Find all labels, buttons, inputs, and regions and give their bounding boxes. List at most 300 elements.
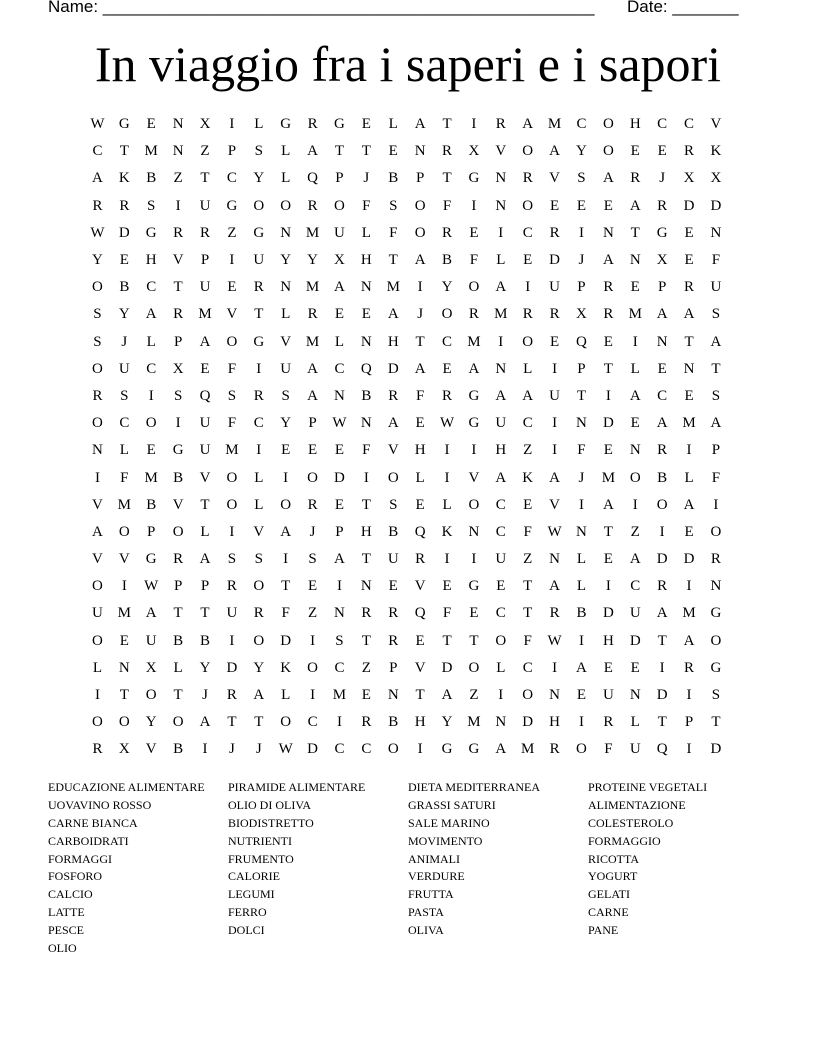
grid-letter: D — [602, 415, 614, 432]
grid-letter: I — [498, 224, 504, 241]
grid-letter: J — [417, 306, 424, 323]
grid-letter: M — [117, 605, 131, 622]
grid-letter: Y — [199, 659, 211, 676]
grid-letter: R — [710, 551, 721, 568]
grid-letter: A — [656, 605, 668, 622]
grid-letter: T — [523, 605, 533, 622]
grid-letter: G — [334, 116, 345, 133]
grid-letter: Y — [576, 143, 587, 160]
grid-letter: N — [683, 360, 695, 377]
grid-letter: T — [119, 687, 129, 704]
grid-letter: U — [334, 224, 345, 241]
grid-letter: O — [710, 632, 722, 649]
grid-letter: S — [227, 387, 237, 404]
grid-letter: G — [710, 605, 722, 622]
grid-letter: N — [576, 523, 587, 540]
grid-letter: E — [630, 143, 640, 160]
grid-letter: U — [145, 632, 157, 649]
grid-letter: V — [387, 442, 399, 459]
grid-letter: C — [119, 415, 130, 432]
grid-letter: Y — [280, 415, 292, 432]
grid-letter: M — [547, 116, 562, 133]
grid-letter: C — [442, 333, 453, 350]
grid-letter: B — [146, 496, 157, 513]
grid-letter: V — [172, 252, 184, 269]
grid-letter: O — [92, 714, 103, 731]
grid-letter: E — [334, 496, 345, 513]
grid-letter: M — [467, 333, 481, 350]
grid-letter: F — [362, 442, 371, 459]
grid-letter: L — [146, 333, 156, 350]
grid-letter: X — [145, 659, 157, 676]
grid-letter: C — [495, 496, 506, 513]
grid-letter: R — [603, 714, 614, 731]
grid-letter: O — [414, 224, 426, 241]
grid-letter: N — [629, 687, 641, 704]
grid-letter: H — [602, 632, 614, 649]
grid-letter: F — [120, 469, 129, 486]
grid-letter: D — [441, 659, 453, 676]
grid-letter: X — [199, 116, 211, 133]
grid-letter: H — [414, 442, 426, 459]
grid-letter: L — [200, 523, 210, 540]
grid-letter: E — [334, 442, 345, 459]
grid-letter: R — [630, 170, 641, 187]
grid-letter: L — [334, 333, 345, 350]
grid-letter: O — [307, 469, 318, 486]
grid-letter: L — [119, 442, 129, 459]
grid-letter: N — [710, 224, 722, 241]
grid-letter: K — [522, 469, 534, 486]
grid-letter: V — [468, 469, 480, 486]
grid-letter: O — [602, 143, 614, 160]
grid-letter: Z — [200, 143, 210, 160]
grid-letter: I — [229, 252, 235, 269]
grid-letter: Y — [441, 714, 453, 731]
word-list-item: EDUCAZIONE ALIMENTARE — [48, 780, 205, 794]
grid-letter: V — [226, 306, 238, 323]
grid-letter: F — [227, 415, 237, 432]
word-list-item: FORMAGGIO — [588, 833, 661, 848]
grid-letter: V — [253, 523, 265, 540]
grid-letter: L — [281, 170, 291, 187]
grid-letter: R — [442, 387, 453, 404]
grid-letter: A — [495, 469, 507, 486]
grid-letter: G — [710, 659, 722, 676]
grid-letter: T — [173, 279, 183, 296]
grid-letter: T — [415, 687, 425, 704]
grid-letter: T — [173, 687, 183, 704]
word-list-item: OLIVA — [408, 923, 444, 938]
grid-letter: X — [172, 360, 184, 377]
grid-letter: R — [307, 496, 318, 513]
word-list-item: GELATI — [588, 887, 630, 902]
grid-letter: F — [415, 387, 425, 404]
grid-letter: O — [118, 714, 130, 731]
grid-letter: O — [92, 632, 103, 649]
grid-letter: I — [94, 469, 100, 486]
grid-letter: S — [173, 387, 183, 404]
grid-letter: E — [307, 578, 318, 595]
grid-letter: E — [361, 687, 371, 704]
grid-letter: A — [522, 116, 534, 133]
grid-letter: L — [281, 306, 291, 323]
grid-letter: C — [146, 360, 157, 377]
grid-letter: I — [632, 496, 638, 513]
grid-letter: D — [683, 197, 695, 214]
grid-letter: O — [468, 279, 480, 296]
grid-letter: A — [522, 387, 534, 404]
grid-letter: W — [547, 632, 562, 649]
grid-letter: R — [522, 170, 533, 187]
grid-letter: L — [496, 252, 506, 269]
grid-letter: R — [253, 387, 264, 404]
word-list-item: RICOTTA — [588, 851, 640, 866]
grid-letter: E — [119, 632, 129, 649]
grid-letter: D — [118, 224, 130, 241]
grid-letter: T — [361, 496, 371, 513]
grid-letter: O — [253, 578, 265, 595]
grid-letter: S — [711, 387, 721, 404]
grid-letter: O — [92, 360, 103, 377]
word-list-item: MOVIMENTO — [408, 833, 483, 848]
grid-letter: S — [335, 632, 344, 649]
grid-letter: O — [92, 279, 103, 296]
grid-letter: V — [549, 496, 560, 513]
grid-letter: V — [549, 170, 560, 187]
word-list-item: CALCIO — [48, 887, 93, 902]
grid-letter: A — [629, 387, 641, 404]
grid-letter: G — [172, 442, 184, 459]
grid-letter: U — [280, 360, 292, 377]
grid-letter: D — [656, 687, 668, 704]
grid-letter: G — [280, 116, 292, 133]
grid-letter: C — [334, 360, 345, 377]
grid-letter: N — [360, 333, 372, 350]
grid-letter: I — [552, 360, 558, 377]
grid-letter: N — [280, 279, 292, 296]
grid-letter: M — [305, 224, 320, 241]
grid-letter: Z — [630, 523, 640, 540]
grid-letter: E — [361, 116, 371, 133]
grid-letter: A — [307, 143, 318, 160]
word-list-item: CARBOIDRATI — [48, 833, 129, 848]
grid-letter: L — [576, 578, 587, 595]
grid-letter: E — [361, 306, 371, 323]
word-list-item: CALORIE — [228, 869, 280, 884]
grid-letter: O — [522, 333, 534, 350]
grid-letter: N — [629, 252, 641, 269]
grid-letter: I — [578, 496, 584, 513]
grid-letter: R — [119, 197, 130, 214]
grid-letter: A — [683, 632, 695, 649]
grid-letter: M — [386, 279, 400, 296]
grid-letter: O — [172, 714, 184, 731]
grid-letter: O — [92, 415, 103, 432]
grid-letter: L — [496, 659, 506, 676]
grid-letter: M — [628, 306, 642, 323]
grid-letter: B — [146, 170, 157, 187]
grid-letter: A — [602, 496, 614, 513]
grid-letter: N — [495, 360, 507, 377]
grid-letter: P — [173, 333, 183, 350]
grid-letter: D — [656, 551, 668, 568]
grid-letter: R — [226, 578, 237, 595]
grid-letter: Q — [199, 387, 211, 404]
grid-letter: W — [278, 741, 293, 758]
grid-letter: P — [227, 143, 237, 160]
grid-letter: D — [549, 252, 560, 269]
grid-letter: C — [307, 714, 318, 731]
grid-letter: L — [254, 116, 264, 133]
grid-letter: P — [389, 659, 398, 676]
grid-letter: A — [307, 360, 318, 377]
grid-letter: O — [226, 496, 238, 513]
grid-letter: E — [684, 224, 694, 241]
grid-letter: C — [630, 578, 641, 595]
grid-letter: E — [684, 252, 694, 269]
grid-letter: U — [602, 687, 614, 704]
grid-letter: I — [121, 578, 127, 595]
grid-letter: S — [254, 551, 263, 568]
grid-letter: H — [629, 116, 641, 133]
grid-letter: S — [93, 333, 102, 350]
grid-letter: F — [362, 197, 371, 214]
grid-letter: Z — [173, 170, 183, 187]
word-list-item: FORMAGGI — [48, 851, 113, 866]
grid-letter: F — [523, 523, 532, 540]
grid-letter: O — [280, 714, 292, 731]
word-list-item: PIRAMIDE ALIMENTARE — [228, 780, 366, 794]
grid-letter: A — [280, 523, 292, 540]
grid-letter: O — [629, 469, 641, 486]
grid-letter: G — [253, 224, 265, 241]
grid-letter: P — [415, 170, 425, 187]
grid-letter: V — [710, 116, 722, 133]
grid-letter: R — [495, 116, 506, 133]
grid-letter: K — [280, 659, 292, 676]
grid-letter: I — [686, 442, 692, 459]
grid-letter: L — [442, 496, 452, 513]
grid-letter: M — [305, 333, 320, 350]
grid-letter: U — [710, 279, 722, 296]
word-list-item: LEGUMI — [228, 887, 275, 902]
grid-letter: Q — [576, 333, 587, 350]
grid-letter: P — [335, 170, 344, 187]
grid-letter: I — [256, 442, 262, 459]
grid-letter: N — [118, 659, 130, 676]
grid-letter: T — [361, 143, 371, 160]
grid-letter: X — [656, 252, 668, 269]
grid-letter: W — [90, 116, 105, 133]
grid-letter: S — [227, 551, 237, 568]
grid-letter: T — [281, 578, 291, 595]
grid-letter: B — [173, 469, 184, 486]
grid-letter: B — [576, 605, 587, 622]
word-list-item: GRASSI SATURI — [408, 797, 496, 812]
grid-letter: Q — [656, 741, 668, 758]
grid-letter: I — [444, 469, 450, 486]
grid-letter: R — [442, 224, 453, 241]
grid-letter: N — [629, 442, 641, 459]
letter-grid — [84, 111, 729, 764]
grid-letter: I — [417, 741, 423, 758]
grid-letter: A — [495, 387, 507, 404]
grid-letter: U — [495, 415, 507, 432]
grid-letter: C — [684, 116, 695, 133]
grid-letter: M — [682, 415, 696, 432]
grid-letter: V — [172, 496, 184, 513]
grid-letter: A — [387, 306, 399, 323]
word-list-item: PESCE — [48, 923, 85, 938]
grid-letter: L — [684, 469, 694, 486]
grid-letter: R — [549, 605, 560, 622]
grid-letter: R — [307, 197, 318, 214]
word-list-item: VERDURE — [408, 869, 465, 884]
grid-letter: M — [144, 143, 158, 160]
grid-letter: O — [307, 659, 318, 676]
grid-letter: M — [225, 442, 239, 459]
grid-letter: V — [280, 333, 292, 350]
grid-letter: U — [92, 605, 103, 622]
grid-letter: N — [495, 197, 507, 214]
grid-letter: B — [388, 170, 399, 187]
grid-letter: I — [175, 415, 181, 432]
grid-letter: F — [523, 632, 532, 649]
grid-letter: P — [684, 714, 694, 731]
grid-letter: G — [468, 387, 480, 404]
grid-letter: A — [683, 306, 695, 323]
grid-letter: U — [199, 415, 211, 432]
grid-letter: I — [686, 741, 692, 758]
grid-letter: N — [360, 578, 372, 595]
grid-letter: J — [578, 252, 585, 269]
grid-letter: J — [228, 741, 235, 758]
word-list-item: PROTEINE VEGETALI — [588, 780, 708, 794]
grid-letter: I — [605, 387, 611, 404]
grid-letter: R — [92, 387, 103, 404]
grid-letter: A — [549, 143, 560, 160]
grid-letter: A — [441, 687, 453, 704]
grid-letter: E — [630, 279, 640, 296]
grid-letter: T — [711, 360, 721, 377]
grid-letter: P — [577, 360, 586, 377]
grid-letter: A — [656, 306, 668, 323]
grid-letter: Y — [118, 306, 130, 323]
grid-letter: A — [710, 333, 722, 350]
grid-letter: N — [334, 605, 345, 622]
grid-letter: U — [629, 605, 641, 622]
grid-letter: E — [469, 224, 479, 241]
grid-letter: D — [280, 632, 292, 649]
word-list-item: BIODISTRETTO — [228, 815, 314, 830]
grid-letter: I — [659, 523, 665, 540]
grid-letter: I — [632, 333, 638, 350]
grid-letter: Z — [523, 551, 533, 568]
grid-letter: L — [173, 659, 183, 676]
grid-letter: L — [388, 116, 398, 133]
grid-letter: B — [361, 387, 372, 404]
grid-letter: J — [309, 523, 316, 540]
grid-letter: B — [388, 523, 399, 540]
grid-letter: Y — [307, 252, 318, 269]
name-field-label: Name: ____________________________________________________ — [48, 0, 595, 16]
grid-letter: T — [630, 224, 640, 241]
grid-letter: R — [603, 279, 614, 296]
grid-letter: C — [92, 143, 103, 160]
word-list-item: FERRO — [228, 905, 267, 920]
grid-letter: T — [442, 632, 452, 649]
grid-letter: T — [200, 170, 210, 187]
grid-letter: E — [496, 578, 506, 595]
grid-letter: A — [629, 197, 641, 214]
grid-letter: C — [522, 224, 533, 241]
grid-letter: G — [656, 224, 668, 241]
grid-letter: I — [336, 578, 342, 595]
grid-letter: D — [602, 605, 614, 622]
grid-letter: O — [253, 197, 265, 214]
grid-letter: E — [388, 578, 398, 595]
grid-letter: I — [552, 415, 558, 432]
grid-letter: T — [415, 333, 425, 350]
grid-letter: I — [686, 578, 692, 595]
grid-letter: V — [199, 469, 211, 486]
grid-letter: C — [253, 415, 264, 432]
grid-letter: R — [603, 306, 614, 323]
grid-letter: C — [334, 659, 345, 676]
grid-letter: R — [200, 224, 211, 241]
grid-letter: M — [494, 306, 508, 323]
grid-letter: I — [552, 659, 558, 676]
grid-letter: F — [281, 605, 290, 622]
grid-letter: N — [602, 224, 614, 241]
grid-letter: F — [577, 442, 586, 459]
grid-letter: T — [657, 632, 667, 649]
grid-letter: X — [468, 143, 480, 160]
grid-letter: H — [387, 333, 399, 350]
grid-letter: N — [495, 714, 507, 731]
grid-letter: R — [684, 659, 695, 676]
grid-letter: L — [415, 469, 425, 486]
grid-letter: I — [444, 551, 450, 568]
word-list-item: CARNE BIANCA — [48, 815, 138, 830]
grid-letter: I — [229, 116, 235, 133]
grid-letter: P — [200, 578, 210, 595]
grid-letter: L — [254, 496, 264, 513]
grid-letter: X — [576, 306, 587, 323]
grid-letter: A — [629, 551, 641, 568]
word-list-item: FOSFORO — [48, 869, 103, 884]
grid-letter: D — [387, 360, 399, 377]
grid-letter: W — [547, 523, 562, 540]
grid-letter: A — [549, 578, 560, 595]
grid-letter: R — [549, 224, 560, 241]
grid-letter: W — [439, 415, 455, 432]
grid-letter: E — [657, 360, 667, 377]
grid-letter: Z — [361, 659, 371, 676]
grid-letter: E — [119, 252, 129, 269]
grid-letter: S — [711, 687, 721, 704]
grid-letter: I — [471, 551, 477, 568]
grid-letter: A — [145, 306, 157, 323]
grid-letter: R — [388, 632, 399, 649]
grid-letter: D — [522, 714, 534, 731]
grid-letter: N — [549, 687, 560, 704]
grid-letter: G — [253, 333, 265, 350]
grid-letter: J — [121, 333, 128, 350]
grid-letter: A — [334, 551, 345, 568]
grid-letter: R — [253, 605, 264, 622]
